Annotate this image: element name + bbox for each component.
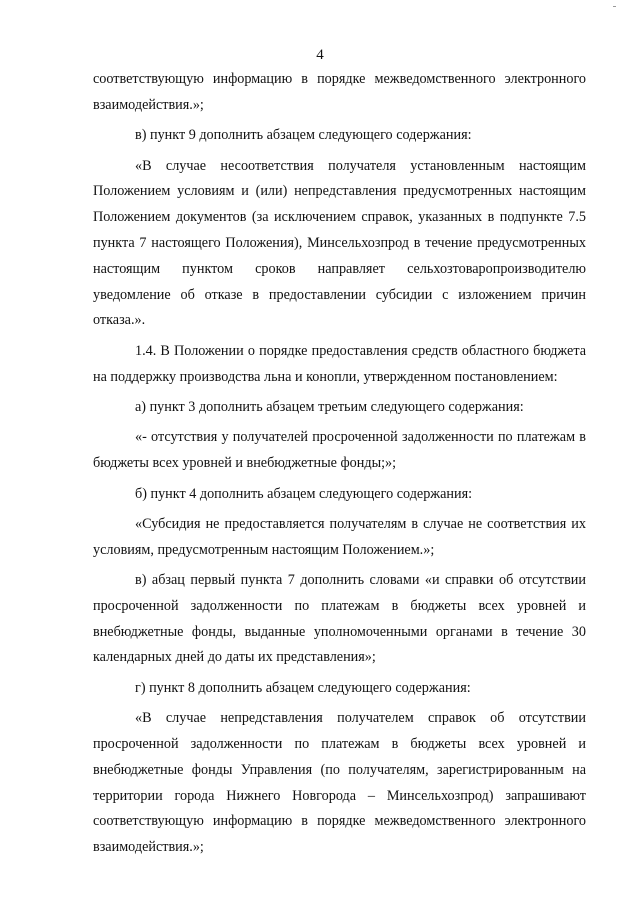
paragraph-quote-interagency-request: «В случае непредставления получателем справок об отсутствии просроченной задолженности по платежам в бюджеты всех уровней и внебюджетные фонды Управления (по получателям, зарегистрированным на территории города Нижнего Новгорода – Минсельхозпрод) запрашивают соответствующую информацию в порядке межведомственного электронного взаимодействия.»; (93, 710, 586, 856)
paragraph-item-b-point-4: б) пункт 4 дополнить абзацем следующего содержания: (135, 485, 473, 502)
paragraph-quote-refusal-notice: «В случае несоответствия получателя установленным настоящим Положением условиям и (или) непредставления предусмотренных настоящим Положением документов (за исключением справок, указанных в подпункте 7.5 пункта 7 настоящего Положения), Минсельхозпрод в течение предусмотренных настоящим пунктом сроков направляет сельхозтоваропроизводителю уведомление об отказе в предоставлении субсидии с изложением причин отказа.». (93, 157, 586, 329)
paragraph-item-v-point-7: в) абзац первый пункта 7 дополнить словами «и справки об отсутствии просроченной задолженности по платежам в бюджеты всех уровней и внебюджетные фонды, выданные уполномоченными органами в течение 30 календарных дней до даты их представления»; (93, 572, 586, 666)
paragraph-item-g-point-8: г) пункт 8 дополнить абзацем следующего содержания: (135, 679, 471, 696)
paragraph-continuation: соответствующую информацию в порядке межведомственного электронного взаимодействия.»; (93, 71, 586, 113)
paragraph-item-a-point-3: а) пункт 3 дополнить абзацем третьим следующего содержания: (135, 398, 524, 415)
document-body (93, 67, 586, 866)
paragraph-quote-no-debt: «- отсутствия у получателей просроченной задолженности по платежам в бюджеты всех уровней и внебюджетные фонды;»; (93, 429, 586, 472)
paragraph-quote-subsidy-denied: «Субсидия не предоставляется получателям в случае не соответствия их условиям, предусмотренным настоящим Положением.»; (93, 515, 586, 558)
scan-mark (613, 6, 616, 7)
paragraph-section-1-4: 1.4. В Положении о порядке предоставления средств областного бюджета на поддержку производства льна и конопли, утвержденном постановлением: (93, 342, 586, 385)
paragraph-item-v-point-9: в) пункт 9 дополнить абзацем следующего содержания: (135, 127, 472, 144)
page-number: 4 (316, 47, 324, 63)
